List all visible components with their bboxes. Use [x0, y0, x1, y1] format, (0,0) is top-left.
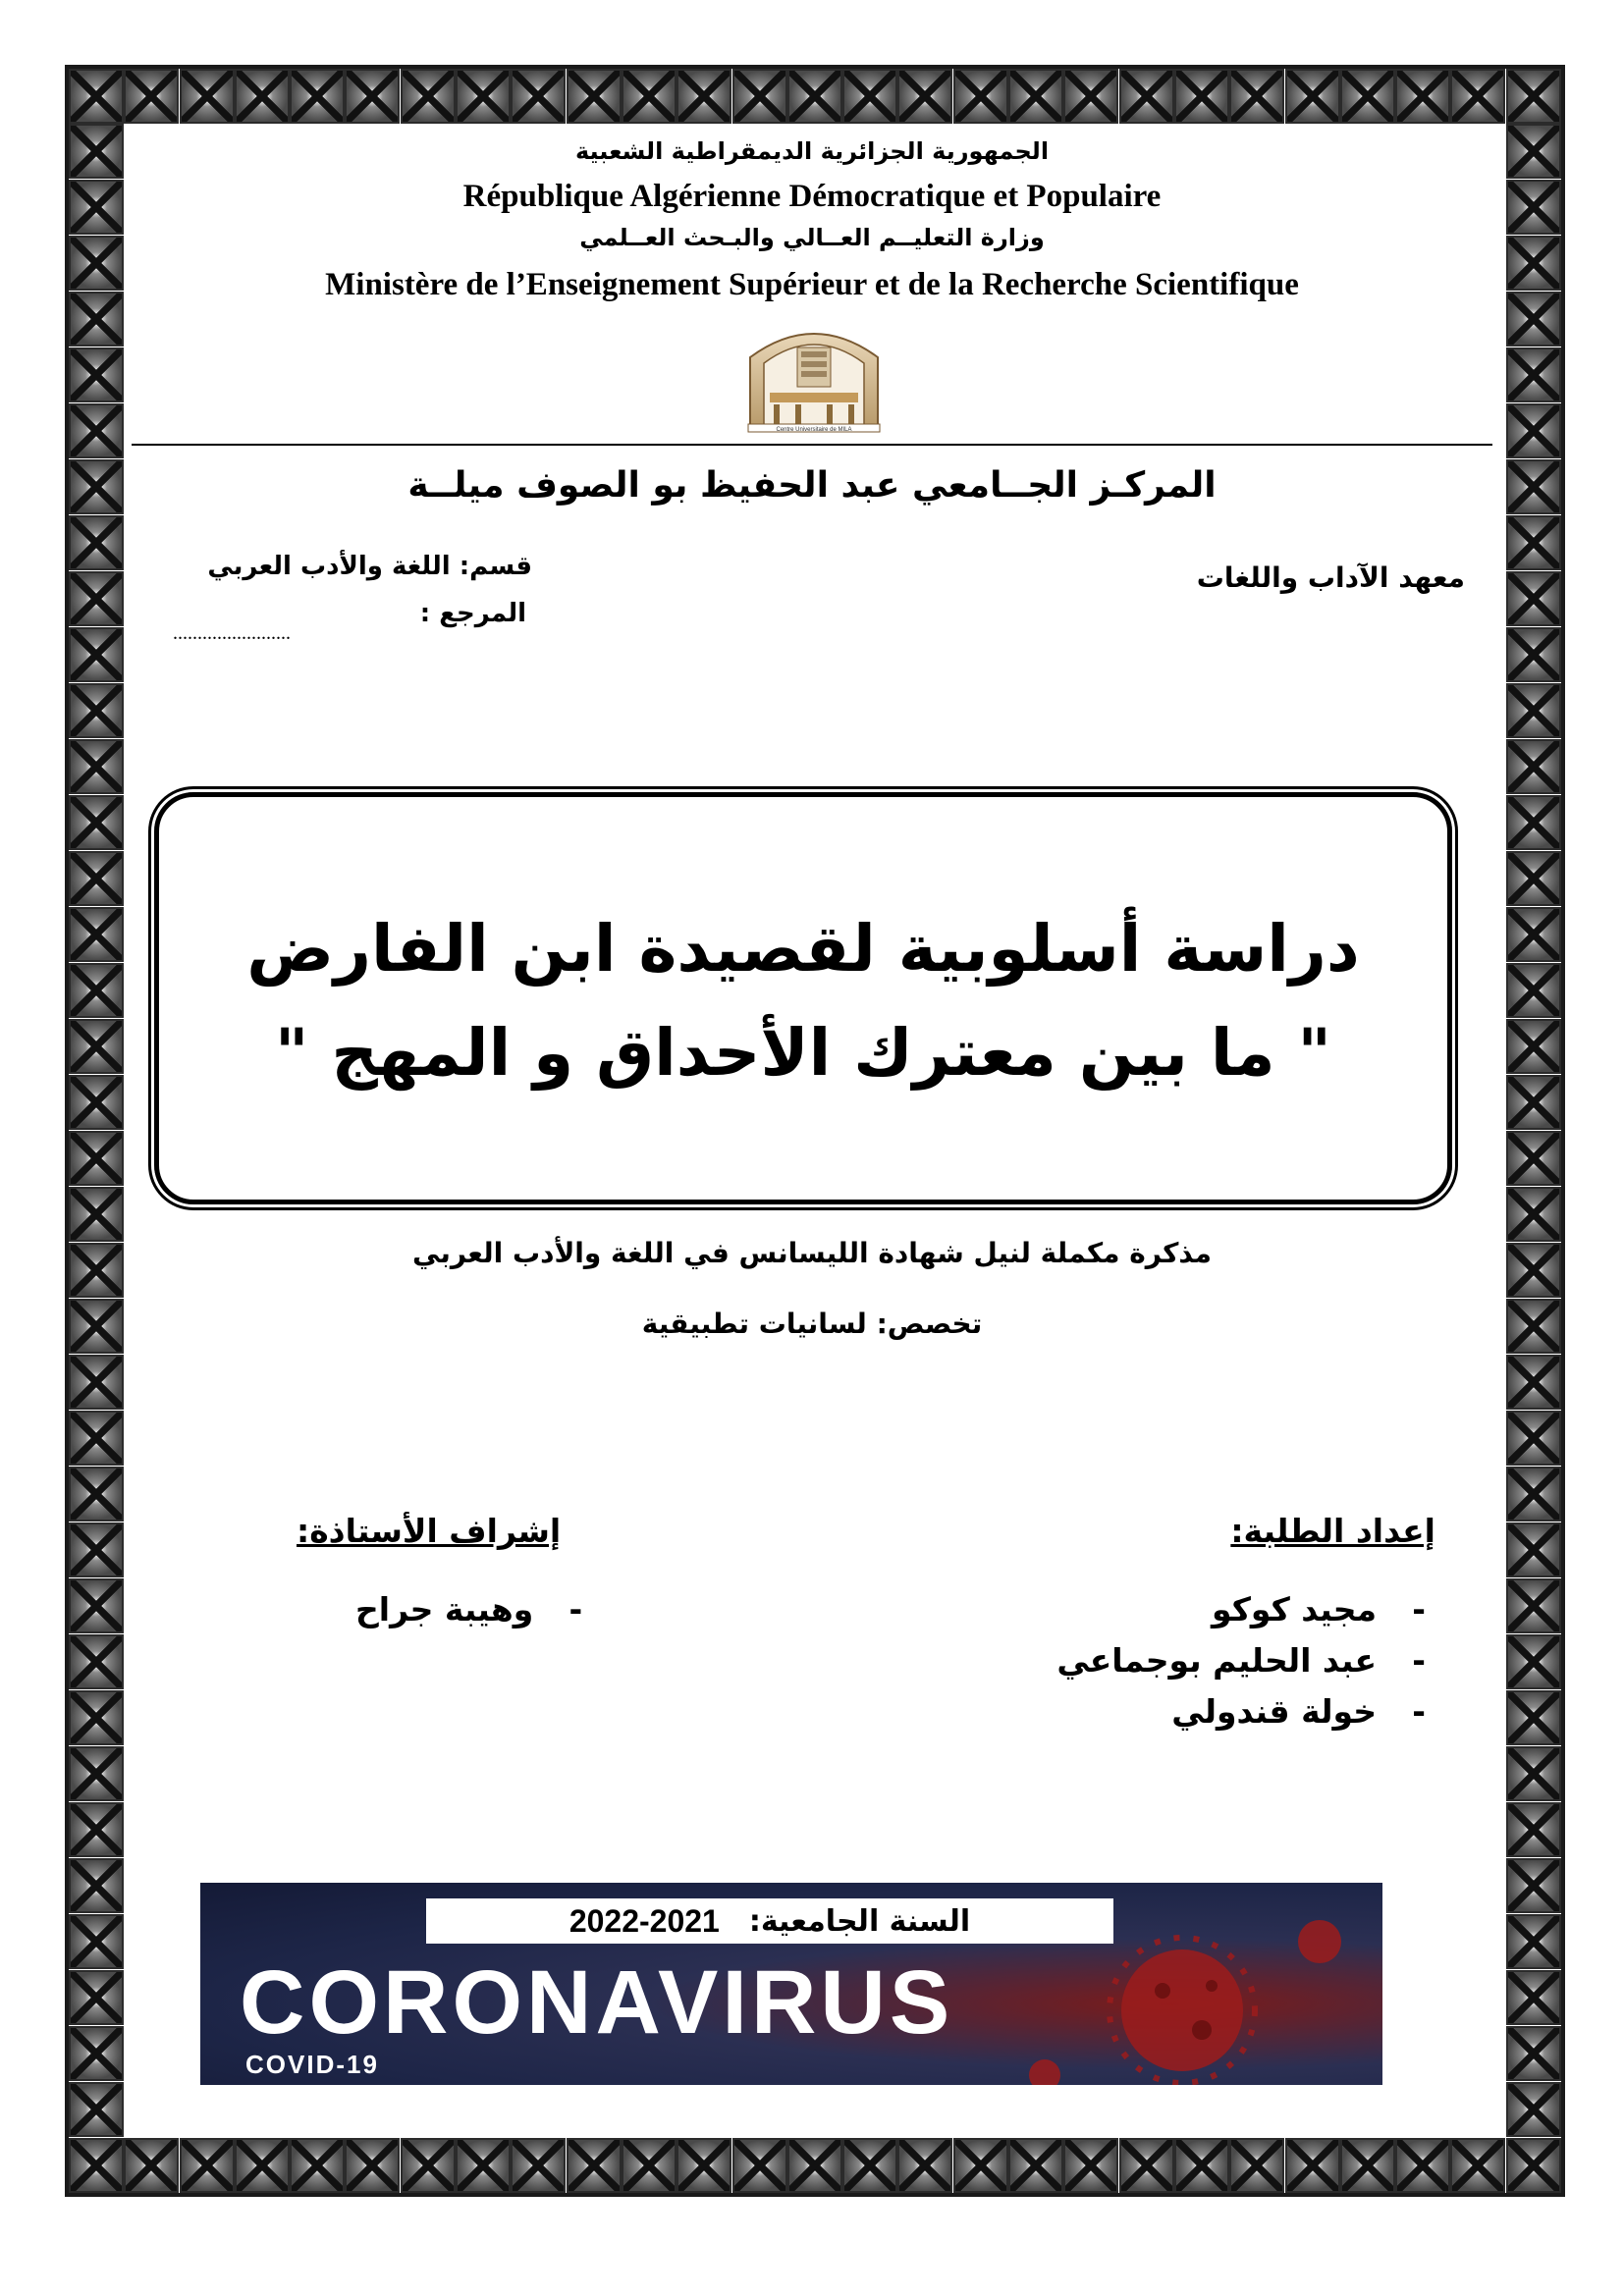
border-strip-right	[1506, 69, 1561, 2193]
border-tile	[69, 459, 124, 514]
border-tile	[567, 69, 622, 124]
border-tile	[1506, 1858, 1561, 1913]
border-tile	[69, 1522, 124, 1577]
border-tile	[787, 69, 842, 124]
border-tile	[1506, 1467, 1561, 1522]
border-tile	[345, 2138, 400, 2193]
border-tile	[842, 2138, 897, 2193]
border-tile	[1506, 627, 1561, 682]
border-tile	[1506, 1914, 1561, 1969]
border-tile	[69, 1019, 124, 1074]
border-tile	[69, 292, 124, 347]
university-centre-name: المركـز الجــامعي عبد الحفيظ بو الصوف ميلــة	[407, 465, 1217, 506]
border-tile	[290, 69, 345, 124]
border-tile	[401, 69, 456, 124]
border-tile	[842, 69, 897, 124]
prepared-by-heading: إعداد الطلبة:	[1230, 1512, 1435, 1550]
border-tile	[1506, 292, 1561, 347]
border-tile	[235, 69, 290, 124]
border-tile	[1174, 2138, 1229, 2193]
border-tile	[677, 69, 731, 124]
border-tile	[1506, 683, 1561, 738]
border-tile	[1063, 2138, 1118, 2193]
border-tile	[1506, 1243, 1561, 1298]
border-tile	[1506, 1746, 1561, 1801]
border-tile	[1506, 1019, 1561, 1074]
border-tile	[953, 2138, 1008, 2193]
border-tile	[897, 69, 952, 124]
border-tile	[69, 739, 124, 794]
border-tile	[567, 2138, 622, 2193]
list-item: -عبد الحليم بوجماعي	[1056, 1641, 1426, 1680]
border-tile	[1340, 69, 1395, 124]
banner-headline: CORONAVIRUS	[240, 1952, 954, 2053]
border-tile	[401, 2138, 456, 2193]
list-item: -مجيد كوكو	[1212, 1590, 1426, 1629]
border-tile	[622, 2138, 677, 2193]
supervisor: -وهيبة جراح	[355, 1590, 583, 1629]
border-tile	[124, 69, 179, 124]
border-tile	[124, 2138, 179, 2193]
thesis-title-line-2: " ما بين معترك الأحداق و المهج "	[275, 1015, 1331, 1091]
border-tile	[1506, 907, 1561, 962]
thesis-title-box	[154, 792, 1452, 1204]
border-tile	[69, 2026, 124, 2081]
thesis-title-line-1: دراسة أسلوبية لقصيدة ابن الفارض	[246, 911, 1360, 987]
border-tile	[732, 2138, 787, 2193]
border-tile	[1506, 1522, 1561, 1577]
page-content	[120, 120, 1504, 2132]
border-tile	[1506, 739, 1561, 794]
border-tile	[69, 963, 124, 1018]
border-tile	[1008, 69, 1063, 124]
republic-name-french: République Algérienne Démocratique et Populaire	[462, 179, 1162, 214]
border-tile	[1506, 347, 1561, 402]
border-tile	[69, 1634, 124, 1689]
border-tile	[1063, 69, 1118, 124]
border-tile	[69, 1467, 124, 1522]
border-tile	[180, 69, 235, 124]
list-item: -خولة قندولي	[1171, 1692, 1426, 1731]
border-tile	[1008, 2138, 1063, 2193]
border-tile	[1174, 69, 1229, 124]
border-tile	[1340, 2138, 1395, 2193]
border-strip-bottom	[69, 2138, 1561, 2193]
border-tile	[1506, 2082, 1561, 2137]
border-tile	[69, 571, 124, 626]
border-tile	[69, 236, 124, 291]
border-tile	[1506, 1131, 1561, 1186]
border-tile	[69, 1299, 124, 1354]
border-tile	[1506, 1187, 1561, 1242]
border-tile	[69, 1131, 124, 1186]
border-tile	[69, 347, 124, 402]
border-tile	[1506, 236, 1561, 291]
banner-subline: COVID-19	[245, 2050, 379, 2079]
reference-label: المرجع :	[419, 599, 526, 628]
academic-year-box	[426, 1898, 1113, 1944]
border-strip-top	[69, 69, 1561, 124]
memo-description: مذكرة مكملة لنيل شهادة الليسانس في اللغة والأدب العربي	[412, 1237, 1212, 1269]
border-tile	[69, 1411, 124, 1466]
border-tile	[69, 1970, 124, 2025]
border-strip-left	[69, 69, 124, 2193]
border-tile	[1506, 1075, 1561, 1130]
border-tile	[69, 1746, 124, 1801]
border-tile	[1506, 1690, 1561, 1745]
border-tile	[622, 69, 677, 124]
border-tile	[1506, 515, 1561, 570]
border-tile	[1506, 1578, 1561, 1633]
reference-placeholder-dots: ........................	[173, 622, 291, 644]
border-tile	[1506, 1970, 1561, 2025]
student-name: عبد الحليم بوجماعي	[1056, 1641, 1377, 1680]
border-tile	[69, 907, 124, 962]
border-tile	[69, 403, 124, 458]
border-tile	[1506, 2026, 1561, 2081]
border-tile	[1506, 1299, 1561, 1354]
border-tile	[1119, 69, 1174, 124]
border-tile	[1285, 69, 1340, 124]
border-tile	[69, 2082, 124, 2137]
border-tile	[1506, 963, 1561, 1018]
institute-name: معهد الآداب واللغات	[1196, 561, 1465, 594]
border-tile	[69, 851, 124, 906]
academic-year-label: السنة الجامعية:	[748, 1903, 971, 1939]
border-tile	[1506, 403, 1561, 458]
border-tile	[69, 180, 124, 235]
border-tile	[1506, 459, 1561, 514]
border-tile	[897, 2138, 952, 2193]
border-tile	[1229, 2138, 1284, 2193]
border-tile	[1506, 1634, 1561, 1689]
border-tile	[69, 627, 124, 682]
border-tile	[69, 1802, 124, 1857]
ministry-name-arabic: وزارة التعليــم العــالي والبـحث العــلمي	[579, 224, 1045, 251]
border-tile	[69, 1243, 124, 1298]
border-tile	[1119, 2138, 1174, 2193]
border-tile	[1506, 1411, 1561, 1466]
border-tile	[1506, 571, 1561, 626]
border-tile	[69, 1355, 124, 1410]
republic-name-arabic: الجمهورية الجزائرية الديمقراطية الشعبية	[574, 137, 1050, 165]
academic-year-value: 2022-2021	[568, 1902, 720, 1939]
border-tile	[69, 1578, 124, 1633]
border-tile	[69, 1914, 124, 1969]
student-name: مجيد كوكو	[1212, 1590, 1377, 1629]
logo-caption: Centre Universitaire de MILA	[776, 427, 852, 433]
border-tile	[511, 69, 566, 124]
border-tile	[1506, 851, 1561, 906]
department-name: قسم: اللغة والأدب العربي	[207, 552, 532, 581]
ministry-name-french: Ministère de l’Enseignement Supérieur et de la Recherche Scientifique	[325, 267, 1299, 302]
border-tile	[677, 2138, 731, 2193]
border-tile	[1395, 69, 1450, 124]
border-tile	[1506, 124, 1561, 179]
border-tile	[69, 124, 124, 179]
border-tile	[69, 1075, 124, 1130]
border-tile	[235, 2138, 290, 2193]
border-tile	[1450, 69, 1505, 124]
border-tile	[1450, 2138, 1505, 2193]
border-tile	[953, 69, 1008, 124]
border-tile	[732, 69, 787, 124]
border-tile	[1395, 2138, 1450, 2193]
border-tile	[345, 69, 400, 124]
border-tile	[1506, 1355, 1561, 1410]
border-tile	[180, 2138, 235, 2193]
border-tile	[456, 2138, 511, 2193]
border-tile	[787, 2138, 842, 2193]
student-name: خولة قندولي	[1171, 1692, 1377, 1731]
university-logo	[740, 318, 888, 434]
border-tile	[1285, 2138, 1340, 2193]
border-tile	[1229, 69, 1284, 124]
supervision-heading: إشراف الأستاذة:	[297, 1512, 562, 1550]
supervisor-name: وهيبة جراح	[355, 1590, 534, 1629]
border-tile	[456, 69, 511, 124]
border-tile	[1506, 1802, 1561, 1857]
border-tile	[69, 795, 124, 850]
border-tile	[1506, 795, 1561, 850]
header-divider	[132, 444, 1492, 446]
border-tile	[69, 1858, 124, 1913]
border-tile	[69, 515, 124, 570]
coronavirus-banner	[200, 1883, 1382, 2085]
students-list	[1056, 1590, 1426, 1743]
border-tile	[290, 2138, 345, 2193]
border-tile	[1506, 180, 1561, 235]
border-tile	[511, 2138, 566, 2193]
border-tile	[69, 683, 124, 738]
specialty: تخصص: لسانيات تطبيقية	[641, 1308, 983, 1340]
border-tile	[69, 1187, 124, 1242]
border-tile	[69, 1690, 124, 1745]
